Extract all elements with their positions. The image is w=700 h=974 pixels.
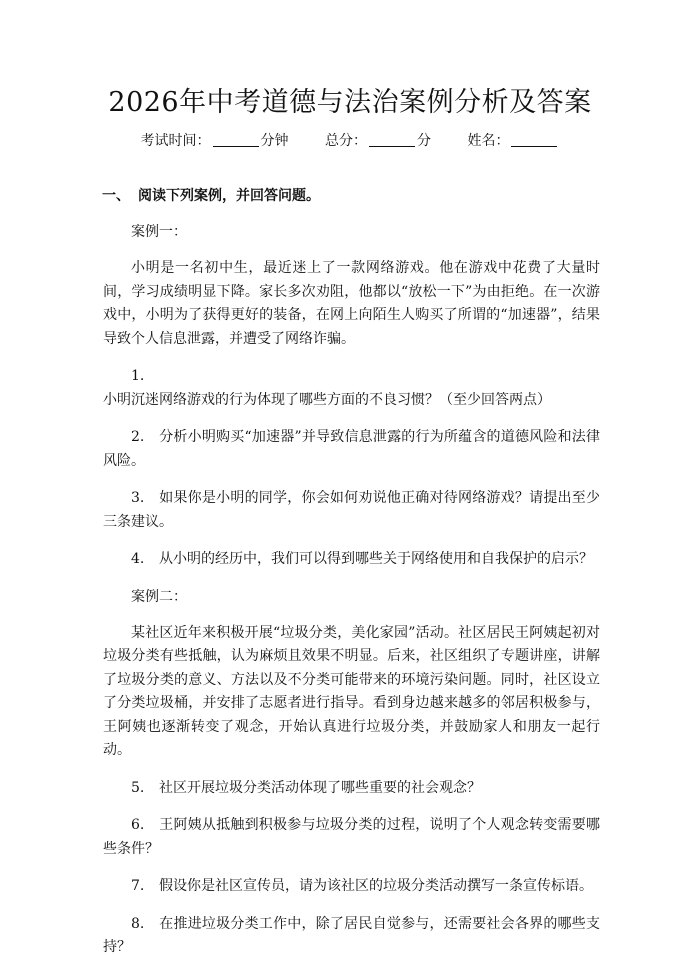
time-unit: 分钟 bbox=[260, 133, 289, 149]
question-text: 假设你是社区宣传员，请为该社区的垃圾分类活动撰写一条宣传标语。 bbox=[159, 878, 593, 894]
question-text: 小明沉迷网络游戏的行为体现了哪些方面的不良习惯？（至少回答两点） bbox=[103, 391, 551, 408]
question-number: 3. bbox=[131, 490, 145, 506]
question-number: 7. bbox=[131, 878, 145, 894]
case2-text: 某社区近年来积极开展“垃圾分类，美化家园”活动。社区居民王阿姨起初对垃圾分类有些抵触，认为麻烦且效果不明显。后来，社区组织了专题讲座，讲解了垃圾分类的意义、方法以及不分类可能带来的环境污染问题。同时，社区设立了分类垃圾桶，并安排了志愿者进行指导。看到身边越来越多的邻居积极参与，王阿姨也逐渐转变了观念，开始认真进行垃圾分类，并鼓励家人和朋友一起行动。 bbox=[103, 624, 600, 758]
section-number: 一、 bbox=[102, 188, 130, 204]
name-label: 姓名： bbox=[467, 133, 510, 149]
question-text: 社区开展垃圾分类活动体现了哪些重要的社会观念？ bbox=[159, 779, 481, 796]
case1-label: 案例一： bbox=[131, 224, 187, 240]
page-title: 2026年中考道德与法治案例分析及答案 bbox=[108, 87, 592, 118]
exam-meta bbox=[0, 131, 700, 151]
question-number: 6. bbox=[131, 817, 145, 833]
case2-label: 案例二： bbox=[131, 588, 187, 605]
total-score bbox=[325, 133, 431, 149]
question-item bbox=[103, 814, 600, 861]
question-number: 4. bbox=[131, 551, 145, 567]
question-item bbox=[103, 875, 600, 899]
section-heading bbox=[102, 185, 600, 207]
question-item bbox=[103, 487, 600, 534]
question-item bbox=[103, 913, 600, 960]
question-text: 分析小明购买“加速器”并导致信息泄露的行为所蕴含的道德风险和法律风险。 bbox=[103, 429, 600, 469]
question-item bbox=[103, 365, 600, 412]
section-title: 阅读下列案例，并回答问题。 bbox=[138, 188, 320, 204]
student-name bbox=[467, 133, 559, 149]
name-blank bbox=[511, 132, 557, 147]
question-number: 5. bbox=[131, 779, 145, 796]
case2-questions bbox=[103, 777, 600, 960]
question-text: 王阿姨从抵触到积极参与垃圾分类的过程，说明了个人观念转变需要哪些条件？ bbox=[103, 817, 600, 857]
case1-text: 小明是一名初中生，最近迷上了一款网络游戏。他在游戏中花费了大量时间，学习成绩明显下降。家长多次劝阻，他都以“放松一下”为由拒绝。在一次游戏中，小明为了获得更好的装备，在网上向陌生人购买了所谓的“加速器”，结果导致个人信息泄露，并遭受了网络诈骗。 bbox=[103, 260, 600, 347]
question-text: 从小明的经历中，我们可以得到哪些关于网络使用和自我保护的启示？ bbox=[159, 551, 593, 567]
question-number: 2. bbox=[131, 429, 145, 445]
score-label: 总分： bbox=[325, 133, 367, 149]
question-item bbox=[103, 777, 600, 801]
time-blank bbox=[213, 132, 259, 147]
exam-content bbox=[103, 185, 600, 974]
question-item bbox=[103, 548, 600, 572]
question-number: 1. bbox=[131, 368, 145, 384]
exam-time bbox=[141, 133, 289, 149]
score-unit: 分 bbox=[417, 133, 431, 149]
question-item bbox=[103, 426, 600, 473]
question-number: 8. bbox=[131, 915, 145, 932]
case1-questions bbox=[103, 365, 600, 572]
question-text: 在推进垃圾分类工作中，除了居民自觉参与，还需要社会各界的哪些支持？ bbox=[103, 915, 600, 955]
question-text: 如果你是小明的同学，你会如何劝说他正确对待网络游戏？请提出至少三条建议。 bbox=[103, 490, 600, 530]
score-blank bbox=[369, 132, 415, 147]
time-label: 考试时间： bbox=[140, 133, 211, 149]
